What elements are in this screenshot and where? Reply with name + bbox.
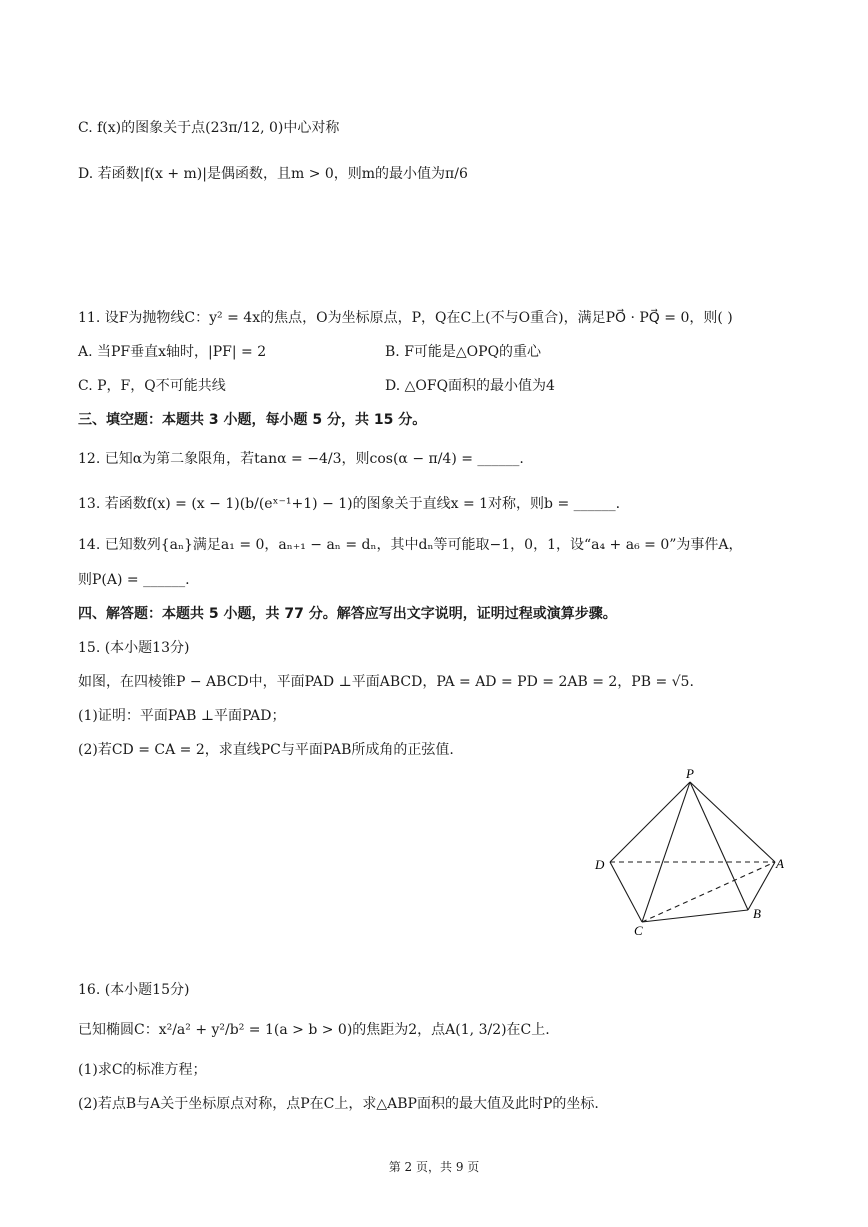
- q11-option-a: A. 当PF垂直x轴时，|PF| = 2: [78, 344, 267, 360]
- q13: 13. 若函数f(x) = (x − 1)(b/(eˣ⁻¹+1) − 1)的图象关于直线x = 1对称，则b = ______.: [78, 496, 621, 512]
- q15-part-2: (2)若CD = CA = 2，求直线PC与平面PAB所成角的正弦值.: [78, 742, 454, 758]
- q14-line-1: 14. 已知数列{aₙ}满足a₁ = 0，aₙ₊₁ − aₙ = dₙ，其中dₙ等可能取−1，0，1，设“a₄ + a₆ = 0”为事件A，: [78, 537, 743, 553]
- q16-stem: 已知椭圆C：x²/a² + y²/b² = 1(a > b > 0)的焦距为2，点A(1, 3/2)在C上.: [78, 1022, 550, 1038]
- q14-line-2: 则P(A) = ______.: [78, 572, 190, 588]
- q15-header: 15. (本小题13分): [78, 640, 190, 656]
- pyramid-figure: [590, 762, 790, 942]
- q11-option-b: B. F可能是△OPQ的重心: [385, 344, 542, 360]
- label-c: C: [634, 923, 643, 938]
- label-b: B: [753, 906, 761, 921]
- q16-header: 16. (本小题15分): [78, 982, 190, 998]
- label-a: A: [776, 856, 784, 871]
- q11-option-c: C. P，F，Q不可能共线: [78, 378, 226, 394]
- page-footer: 第 2 页，共 9 页: [388, 1160, 480, 1174]
- label-d: D: [595, 857, 605, 872]
- q15-part-1: (1)证明：平面PAB ⊥平面PAD；: [78, 708, 286, 724]
- q11-option-d: D. △OFQ面积的最小值为4: [385, 378, 555, 394]
- q15-stem: 如图，在四棱锥P − ABCD中，平面PAD ⊥平面ABCD，PA = AD = PD = 2AB = 2，PB = √5.: [78, 674, 694, 690]
- q10-option-d: D. 若函数|f(x + m)|是偶函数，且m > 0，则m的最小值为π/6: [78, 166, 468, 182]
- q16-part-1: (1)求C的标准方程；: [78, 1062, 207, 1078]
- label-p: P: [686, 766, 694, 781]
- section-3-heading: 三、填空题：本题共 3 小题，每小题 5 分，共 15 分。: [78, 412, 427, 428]
- q11-stem: 11. 设F为抛物线C：y² = 4x的焦点，O为坐标原点，P，Q在C上(不与O重合)，满足PO⃗ · PQ⃗ = 0，则( ): [78, 310, 733, 326]
- q16-part-2: (2)若点B与A关于坐标原点对称，点P在C上，求△ABP面积的最大值及此时P的坐标.: [78, 1096, 599, 1112]
- q12: 12. 已知α为第二象限角，若tanα = −4/3，则cos(α − π/4) = ______.: [78, 451, 524, 467]
- q10-option-c: C. f(x)的图象关于点(23π/12, 0)中心对称: [78, 120, 340, 136]
- section-4-heading: 四、解答题：本题共 5 小题，共 77 分。解答应写出文字说明，证明过程或演算步骤。: [78, 606, 617, 622]
